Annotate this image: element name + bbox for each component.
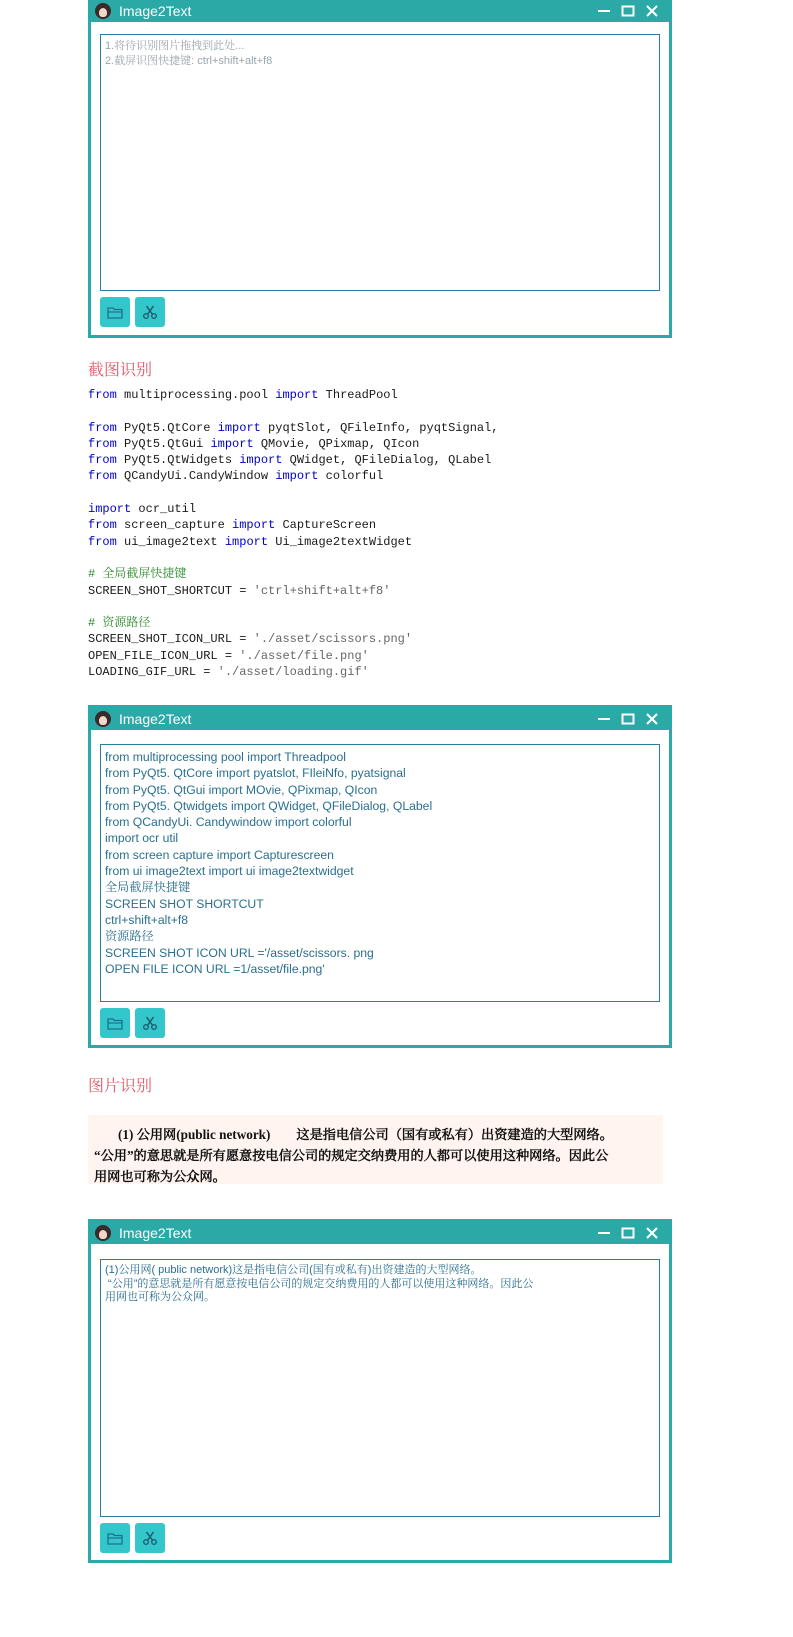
folder-icon: [107, 1016, 123, 1030]
drop-hint-line-1: 1.将待识别图片拖拽到此处...: [105, 40, 245, 52]
open-file-button[interactable]: [100, 297, 130, 327]
close-icon[interactable]: [645, 1226, 659, 1240]
screen-capture-button[interactable]: [135, 1523, 165, 1553]
folder-icon: [107, 305, 123, 319]
maximize-icon[interactable]: [621, 712, 635, 726]
doc-line: “公用”的意思就是所有愿意按电信公司的规定交纳费用的人都可以使用这种网络。因此公: [94, 1148, 609, 1163]
ocr-line: from QCandyUi. Candywindow import colorful: [105, 815, 352, 830]
ocr-line: 资源路径: [105, 929, 154, 944]
app-avatar-icon: [95, 1225, 111, 1241]
ocr-line: (1)公用网( public network)这是指电信公司(国有或私有)出资建造的大型网络。: [105, 1264, 482, 1276]
maximize-icon[interactable]: [621, 4, 635, 18]
scissors-icon: [142, 1015, 158, 1031]
app-window-empty: [88, 0, 672, 338]
app-avatar-icon: [95, 711, 111, 727]
code-line: from ui_image2text import Ui_image2textWidget: [88, 534, 413, 549]
maximize-icon[interactable]: [621, 1226, 635, 1240]
code-block: [88, 387, 499, 680]
code-line: from PyQt5.QtCore import pyqtSlot, QFileInfo, pyqtSignal,: [88, 420, 499, 435]
screen-capture-button[interactable]: [135, 297, 165, 327]
section-title-capture: 截图识别: [88, 360, 153, 379]
open-file-button[interactable]: [100, 1523, 130, 1553]
section-title-image: 图片识别: [88, 1076, 153, 1095]
ocr-line: from ui image2text import ui image2textwidget: [105, 864, 354, 879]
code-line: OPEN_FILE_ICON_URL = './asset/file.png': [88, 648, 369, 663]
doc-line: (1) 公用网(public network) 这是指电信公司（国有或私有）出资建造的大型网络。: [118, 1127, 613, 1142]
close-icon[interactable]: [645, 712, 659, 726]
minimize-icon[interactable]: [597, 1226, 611, 1240]
code-line: from screen_capture import CaptureScreen: [88, 518, 377, 533]
screen-capture-button[interactable]: [135, 1008, 165, 1038]
code-line: SCREEN_SHOT_ICON_URL = './asset/scissors.png': [88, 632, 413, 647]
app-avatar-icon: [95, 3, 111, 19]
minimize-icon[interactable]: [597, 4, 611, 18]
minimize-icon[interactable]: [597, 712, 611, 726]
ocr-line: SCREEN SHOT ICON URL ='/asset/scissors. png: [105, 945, 374, 960]
scissors-icon: [142, 304, 158, 320]
ocr-line: “公用”的意思就是所有愿意按电信公司的规定交纳费用的人都可以使用这种网络。因此公: [105, 1277, 534, 1290]
folder-icon: [107, 1531, 123, 1545]
ocr-line: 用网也可称为公众网。: [105, 1291, 215, 1303]
source-document-image: [88, 1115, 663, 1184]
code-comment: # 资源路径: [88, 616, 151, 631]
ocr-line: 全局截屏快捷键: [105, 880, 191, 895]
ocr-text-area[interactable]: [100, 34, 660, 291]
ocr-text-area[interactable]: [100, 1259, 660, 1517]
code-line: LOADING_GIF_URL = './asset/loading.gif': [88, 665, 369, 680]
window-title: Image2Text: [119, 711, 192, 727]
ocr-line: from PyQt5. Qtwidgets import QWidget, QFileDialog, QLabel: [105, 798, 433, 813]
ocr-line: import ocr util: [105, 831, 179, 846]
title-bar[interactable]: [91, 0, 669, 22]
app-window-code-result: [88, 705, 672, 1048]
title-bar[interactable]: [91, 1222, 669, 1244]
code-line: from PyQt5.QtWidgets import QWidget, QFileDialog, QLabel: [88, 453, 492, 468]
code-line: from multiprocessing.pool import ThreadPool: [88, 388, 398, 402]
drop-hint-line-2: 2.截屏识图快捷键: ctrl+shift+alt+f8: [105, 55, 273, 67]
title-bar[interactable]: [91, 708, 669, 730]
code-line: from QCandyUi.CandyWindow import colorful: [88, 469, 384, 484]
window-title: Image2Text: [119, 3, 192, 19]
code-line: SCREEN_SHOT_SHORTCUT = 'ctrl+shift+alt+f8': [88, 583, 391, 598]
app-window-image-result: [88, 1219, 672, 1563]
close-icon[interactable]: [645, 4, 659, 18]
ocr-line: from PyQt5. QtCore import pyatslot, FIleiNfo, pyatsignal: [105, 766, 406, 781]
window-title: Image2Text: [119, 1225, 192, 1241]
code-line: from PyQt5.QtGui import QMovie, QPixmap, QIcon: [88, 436, 420, 451]
ocr-text-area[interactable]: [100, 744, 660, 1002]
ocr-line: from PyQt5. QtGui import MOvie, QPixmap, QIcon: [105, 782, 378, 797]
code-line: import ocr_util: [88, 502, 197, 517]
ocr-line: ctrl+shift+alt+f8: [105, 912, 188, 927]
ocr-line: OPEN FILE ICON URL =1/asset/file.png': [105, 961, 325, 976]
ocr-line: from screen capture import Capturescreen: [105, 847, 334, 862]
open-file-button[interactable]: [100, 1008, 130, 1038]
ocr-line: from multiprocessing pool import Threadpool: [105, 750, 346, 764]
doc-line: 用网也可称为公众网。: [94, 1169, 226, 1184]
scissors-icon: [142, 1530, 158, 1546]
ocr-line: SCREEN SHOT SHORTCUT: [105, 896, 264, 911]
code-comment: # 全局截屏快捷键: [88, 567, 187, 582]
